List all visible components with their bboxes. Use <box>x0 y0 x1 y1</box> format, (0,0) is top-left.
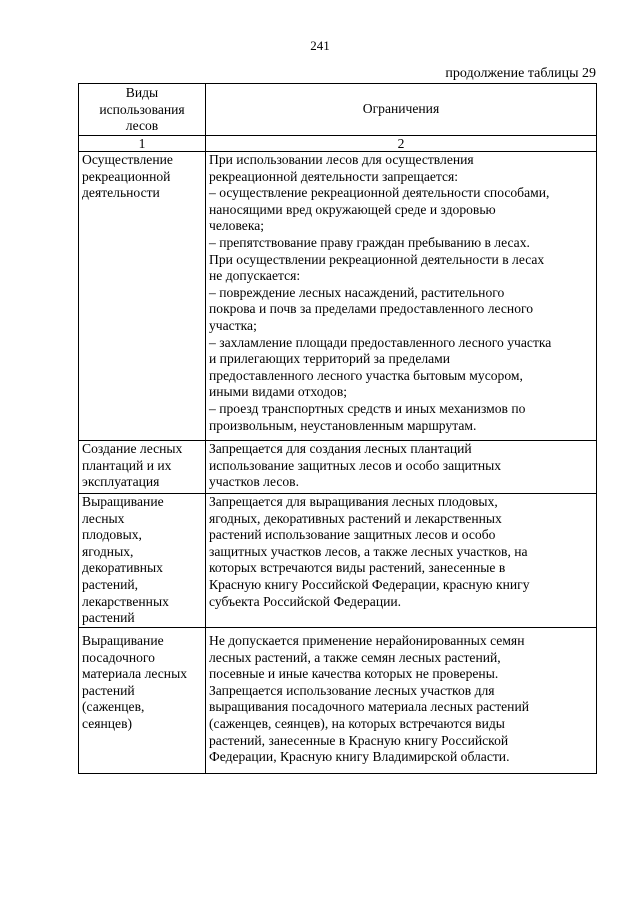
table-row <box>79 152 597 441</box>
cell-line: Осуществление <box>82 152 173 167</box>
cell-line: – проезд транспортных средств и иных механизмов по <box>209 400 526 416</box>
table-row <box>79 494 597 628</box>
table-row <box>79 441 597 494</box>
cell-line: субъекта Российской Федерации. <box>209 593 402 609</box>
cell-line: лесных <box>82 510 125 526</box>
table-row <box>79 628 597 774</box>
cell-line: участков лесов. <box>209 474 299 490</box>
cell-line: рекреационной деятельности запрещается: <box>209 168 459 184</box>
cell-line: При осуществлении рекреационной деятельности в лесах <box>209 251 545 267</box>
cell-line: ягодных, декоративных растений и лекарственных <box>209 510 502 526</box>
cell-line: растений использование защитных лесов и особо <box>209 527 496 543</box>
cell-line: (саженцев, сеянцев), на которых встречаются виды <box>209 715 505 731</box>
cell-line: иными видами отходов; <box>209 384 348 400</box>
cell-line: – осуществление рекреационной деятельности способами, <box>209 185 550 201</box>
cell-line: Выращивание <box>82 633 164 648</box>
cell-line: Запрещается для создания лесных плантаций <box>209 441 472 456</box>
column-number-2: 2 <box>206 136 597 152</box>
forest-use-type-cell <box>79 441 206 494</box>
forest-use-type-cell <box>79 628 206 774</box>
restrictions-cell <box>206 494 597 628</box>
column-number-1: 1 <box>79 136 206 152</box>
forest-use-type-cell <box>79 494 206 628</box>
header-line: использования <box>99 101 185 117</box>
forest-use-type-cell <box>79 152 206 441</box>
cell-line: плодовых, <box>82 527 142 543</box>
cell-line: – захламление площади предоставленного лесного участка <box>209 334 552 350</box>
cell-line: (саженцев, <box>82 699 145 715</box>
cell-line: предоставленного лесного участка бытовым мусором, <box>209 367 523 383</box>
cell-line: ягодных, <box>82 543 134 559</box>
cell-line: выращивания посадочного материала лесных растений <box>209 699 530 715</box>
cell-line: наносящими вред окружающей среде и здоровью <box>209 201 496 217</box>
cell-line: посевные и иные качества которых не проверены. <box>209 666 499 682</box>
restrictions-cell <box>206 628 597 774</box>
cell-line: эксплуатация <box>82 474 160 490</box>
cell-line: При использовании лесов для осуществления <box>209 152 474 167</box>
cell-line: участка; <box>209 317 257 333</box>
cell-line: Выращивание <box>82 494 164 509</box>
cell-line: произвольным, неустановленным маршрутам. <box>209 417 477 433</box>
cell-line: Запрещается использование лесных участков для <box>209 682 495 698</box>
cell-line: растений <box>82 682 135 698</box>
cell-line: лесных растений, а также семян лесных растений, <box>209 649 501 665</box>
cell-line: лекарственных <box>82 593 169 609</box>
restrictions-cell <box>206 152 597 441</box>
cell-line: деятельности <box>82 185 160 201</box>
column-number-row <box>79 136 597 152</box>
cell-line: покрова и почв за пределами предоставленного лесного <box>209 301 534 317</box>
header-line: Виды <box>125 85 159 100</box>
cell-line: Запрещается для выращивания лесных плодовых, <box>209 494 498 509</box>
cell-line: которых встречаются виды растений, занесенные в <box>209 560 506 576</box>
cell-line: Не допускается применение нерайонированных семян <box>209 633 525 648</box>
restrictions-cell <box>206 441 597 494</box>
cell-line: Создание лесных <box>82 441 183 456</box>
page-number: 241 <box>310 38 330 53</box>
header-line: лесов <box>125 118 159 134</box>
cell-line: сеянцев) <box>82 715 133 731</box>
restrictions-table <box>78 83 597 774</box>
cell-line: растений, занесенные в Красную книгу Российской <box>209 732 509 748</box>
cell-line: декоративных <box>82 560 163 576</box>
cell-line: защитных участков лесов, а также лесных участков, на <box>209 543 528 559</box>
cell-line: посадочного <box>82 649 155 665</box>
cell-line: материала лесных <box>82 666 187 682</box>
cell-line: Федерации, Красную книгу Владимирской области. <box>209 749 510 765</box>
cell-line: растений <box>82 610 135 626</box>
cell-line: растений, <box>82 576 139 592</box>
cell-line: – препятствование праву граждан пребыванию в лесах. <box>209 234 530 250</box>
cell-line: человека; <box>209 218 265 234</box>
cell-line: плантаций и их <box>82 457 172 473</box>
cell-line: и прилегающих территорий за пределами <box>209 351 451 367</box>
header-restrictions: Ограничения <box>206 84 597 136</box>
cell-line: не допускается: <box>209 268 301 284</box>
cell-line: – повреждение лесных насаждений, растительного <box>209 284 505 300</box>
cell-line: рекреационной <box>82 168 171 184</box>
table-header-row <box>79 84 597 136</box>
cell-line: использование защитных лесов и особо защитных <box>209 457 502 473</box>
cell-line: Красную книгу Российской Федерации, красную книгу <box>209 576 530 592</box>
header-forest-use-types <box>79 84 206 136</box>
table-continuation-label: продолжение таблицы 29 <box>445 66 596 81</box>
